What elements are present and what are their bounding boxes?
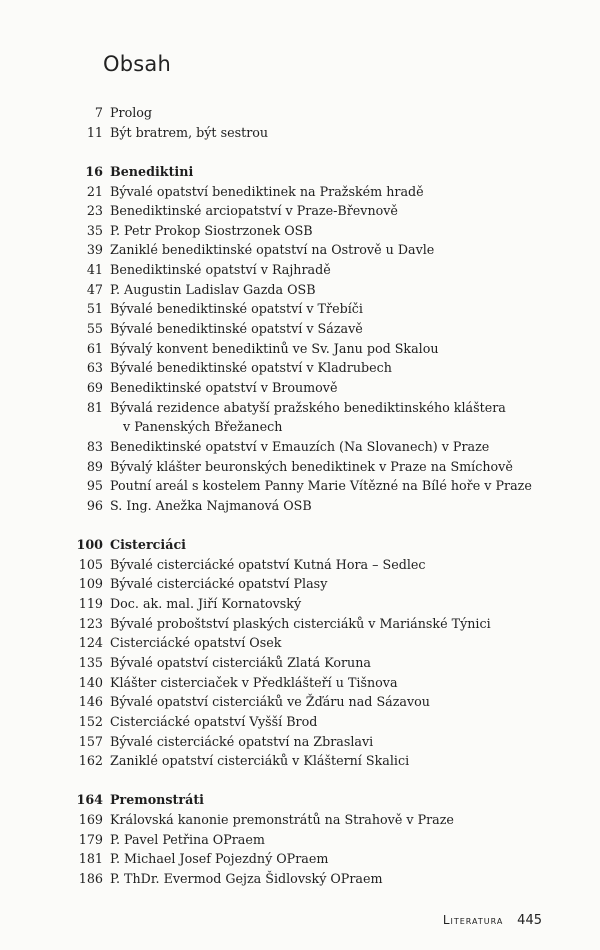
table-of-contents	[0, 103, 600, 889]
toc-entry-title: Bývalé opatství cisterciáků Zlatá Koruna	[110, 654, 371, 670]
toc-page-number: 123	[78, 615, 103, 631]
toc-entry	[0, 732, 600, 752]
toc-entry	[0, 437, 600, 457]
toc-entry-title: Zaniklé opatství cisterciáků v Klášterní Skalici	[110, 753, 410, 769]
toc-entry-title: Bývalé opatství benediktinek na Pražském hradě	[110, 183, 424, 199]
toc-entry-continuation	[0, 417, 600, 437]
toc-entry	[0, 260, 600, 280]
toc-page-number: 100	[76, 537, 103, 553]
toc-entry-title: Bývalé cisterciácké opatství na Zbraslavi	[110, 733, 374, 749]
toc-entry-title: Poutní areál s kostelem Panny Marie Vítězné na Bílé hoře v Praze	[110, 478, 532, 494]
toc-page-number: 21	[86, 183, 103, 199]
toc-entry-title: Bývalé benediktinské opatství v Třebíči	[110, 301, 363, 317]
toc-entry	[0, 594, 600, 614]
toc-entry	[0, 673, 600, 693]
toc-page-number: 61	[86, 340, 103, 356]
toc-page-number: 96	[86, 497, 103, 513]
section-spacer	[0, 142, 600, 162]
toc-entry-title: Cisterciáci	[110, 537, 186, 553]
toc-page-number: 89	[86, 458, 103, 474]
page-number: 445	[517, 913, 542, 928]
toc-entry	[0, 457, 600, 477]
toc-section-heading	[0, 790, 600, 810]
section-spacer	[0, 771, 600, 791]
toc-page-number: 47	[86, 281, 103, 297]
toc-entry	[0, 339, 600, 359]
toc-entry-title: P. Pavel Petřina OPraem	[110, 831, 265, 847]
toc-page-number: 179	[78, 831, 103, 847]
toc-entry	[0, 653, 600, 673]
toc-entry-title: Bývalý konvent benediktinů ve Sv. Janu pod Skalou	[110, 340, 439, 356]
toc-entry-title: Benediktinské opatství v Broumově	[110, 379, 338, 395]
toc-entry-title: Bývalé cisterciácké opatství Kutná Hora – Sedlec	[110, 556, 426, 572]
toc-page-number: 23	[86, 203, 103, 219]
toc-entry	[0, 849, 600, 869]
toc-entry-title: Premonstráti	[110, 792, 204, 808]
toc-entry	[0, 751, 600, 771]
toc-entry-title: Prolog	[110, 105, 153, 120]
toc-entry-title: Bývalé cisterciácké opatství Plasy	[110, 576, 328, 592]
toc-entry	[0, 633, 600, 653]
toc-page-number: 41	[86, 262, 103, 278]
toc-page-number: 69	[86, 379, 103, 395]
toc-entry	[0, 574, 600, 594]
toc-entry-title: Cisterciácké opatství Osek	[110, 635, 282, 651]
toc-entry	[0, 810, 600, 830]
toc-entry-title: Klášter cisterciaček v Předklášteří u Tišnova	[110, 674, 398, 690]
toc-entry	[0, 378, 600, 398]
toc-entry	[0, 614, 600, 634]
toc-page-number: 164	[76, 792, 103, 808]
toc-entry	[0, 869, 600, 889]
toc-entry	[0, 555, 600, 575]
toc-entry-title: Královská kanonie premonstrátů na Strahově v Praze	[110, 812, 454, 828]
toc-entry	[0, 201, 600, 221]
toc-entry-title: Bývalé proboštství plaských cisterciáků v Mariánské Týnici	[110, 615, 491, 631]
toc-entry-title: Cisterciácké opatství Vyšší Brod	[110, 713, 318, 729]
toc-entry-title: P. Augustin Ladislav Gazda OSB	[110, 281, 316, 297]
toc-entry-title: S. Ing. Anežka Najmanová OSB	[110, 497, 312, 513]
toc-page-number: 81	[86, 399, 103, 415]
toc-entry	[0, 692, 600, 712]
toc-entry-title: Benediktini	[110, 163, 194, 179]
toc-entry-title: Bývalé opatství cisterciáků ve Žďáru nad Sázavou	[110, 694, 430, 710]
toc-page-number: 157	[78, 733, 103, 749]
toc-page-number: 119	[78, 596, 103, 612]
toc-entry	[0, 358, 600, 378]
toc-page-number: 95	[86, 478, 103, 494]
toc-entry-title: v Panenských Břežanech	[123, 419, 283, 435]
toc-page-number: 7	[94, 105, 103, 120]
toc-page-number: 105	[78, 556, 103, 572]
toc-section-heading	[0, 162, 600, 182]
toc-page-number: 124	[78, 635, 103, 651]
toc-page-number: 63	[86, 360, 103, 376]
toc-entry-title: Doc. ak. mal. Jiří Kornatovský	[110, 596, 302, 612]
toc-entry	[0, 398, 600, 418]
toc-entry-title: Bývalé benediktinské opatství v Sázavě	[110, 321, 363, 337]
toc-page-number: 109	[78, 576, 103, 592]
toc-entry-title: Benediktinské opatství v Rajhradě	[110, 262, 331, 278]
toc-entry-title: Zaniklé benediktinské opatství na Ostrově u Davle	[110, 242, 435, 258]
toc-entry	[0, 319, 600, 339]
section-spacer	[0, 515, 600, 535]
running-header-label: Literatura	[442, 913, 504, 927]
toc-entry-title: Bývalé benediktinské opatství v Kladrubech	[110, 360, 392, 376]
toc-page-number: 55	[86, 321, 103, 337]
toc-page-number: 83	[86, 438, 103, 454]
toc-entry	[0, 712, 600, 732]
toc-entry	[0, 182, 600, 202]
toc-entry-title: Bývalá rezidence abatyší pražského benediktinského kláštera	[110, 399, 506, 415]
toc-entry-title: Bývalý klášter beuronských benediktinek v Praze na Smíchově	[110, 458, 513, 474]
toc-page-number: 146	[78, 694, 103, 710]
toc-entry	[0, 221, 600, 241]
toc-page-number: 35	[86, 222, 103, 238]
toc-page-number: 39	[86, 242, 103, 258]
toc-page-number: 162	[78, 753, 103, 769]
toc-entry	[0, 476, 600, 496]
toc-page-number: 135	[78, 654, 103, 670]
toc-section-heading	[0, 535, 600, 555]
toc-entry	[0, 299, 600, 319]
toc-page-number: 169	[78, 812, 103, 828]
toc-entry-title: P. Petr Prokop Siostrzonek OSB	[110, 222, 313, 238]
toc-entry-title: P. Michael Josef Pojezdný OPraem	[110, 851, 329, 867]
toc-page-number: 16	[85, 163, 103, 179]
toc-page-number: 186	[78, 870, 103, 886]
toc-entry	[0, 123, 600, 143]
toc-entry-title: P. ThDr. Evermod Gejza Šidlovský OPraem	[110, 870, 383, 886]
toc-entry	[0, 830, 600, 850]
page-title: Obsah	[103, 52, 171, 76]
toc-page-number: 140	[78, 674, 103, 690]
toc-page-number: 51	[86, 301, 103, 317]
toc-entry-title: Benediktinské arciopatství v Praze-Břevnově	[110, 203, 398, 219]
toc-page-number: 152	[78, 713, 103, 729]
toc-entry	[0, 496, 600, 516]
toc-entry-title: Benediktinské opatství v Emauzích (Na Slovanech) v Praze	[110, 438, 490, 454]
toc-entry	[0, 280, 600, 300]
page-footer	[443, 913, 542, 928]
toc-entry	[0, 103, 600, 123]
toc-entry-title: Být bratrem, být sestrou	[110, 124, 269, 140]
toc-entry	[0, 240, 600, 260]
toc-page-number: 181	[78, 851, 103, 867]
toc-page-number: 11	[86, 124, 103, 140]
